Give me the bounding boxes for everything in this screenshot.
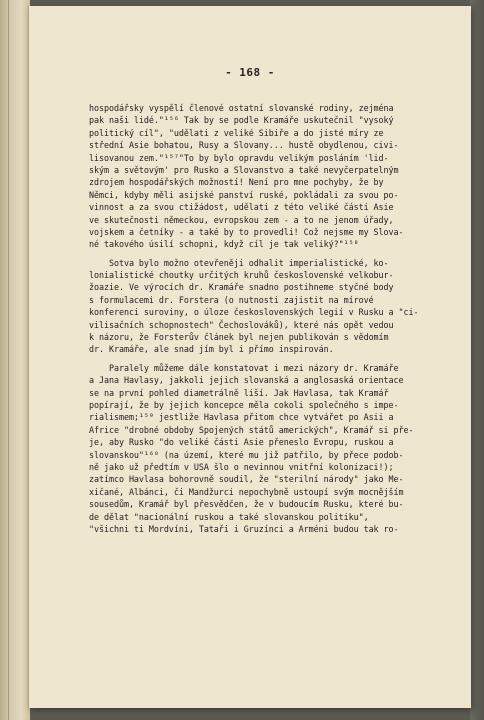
text-line: zdrojem hospodářských možností! Není pro mne pochyby, že by [89,177,384,188]
paragraph [89,102,461,251]
text-line: střední Asie bohatou, Rusy a Slovany... hustě obydlenou, civi- [89,140,399,151]
background-strip [470,0,484,720]
page-number: - 168 - [225,66,275,79]
text-line: hospodářsky vyspělí členové ostatní slovanské rodiny, zejména [89,103,394,113]
text-line: ně jako už předtím v USA šlo o nevinnou vnitřní kolonizaci!); [89,461,394,472]
text-line: Sotva bylo možno otevřeněji odhalit imperialistické, ko- [89,257,389,268]
text-line: de dělat "nacionální ruskou a také slovanskou politiku", [89,511,369,522]
text-line: zatímco Havlasa bohorovně soudil, že "sterilní národy" jako Me- [89,474,404,485]
paragraph [89,362,461,535]
text-line: je, aby Rusko "do veliké části Asie přeneslo Evropu, ruskou a [89,437,394,448]
text-line: žoazie. Ve výrocích dr. Kramáře snadno postihneme styčné body [89,282,394,293]
text-line: vojskem a četníky - a také by to provedli! Což nejsme my Slova- [89,226,404,237]
text-line: a Jana Havlasy, jakkoli jejich slovanská a anglosaská orientace [89,375,404,386]
text-line: ve skutečnosti německou, evropskou zem - a to ne jenom úřady, [89,214,394,225]
text-line: "všichni ti Mordvíni, Tataři i Gruzínci a Arméni budou tak ro- [89,523,399,534]
page-stack-edge [0,0,30,720]
text-line: lonialistické choutky určitých kruhů československé velkobur- [89,270,394,281]
text-line: se na první pohled diametrálně liší. Jak Havlasa, tak Kramář [89,387,389,398]
text-line: vinnost a za svou ctižádost, udělati z této veliké části Asie [89,202,394,213]
text-line: xičané, Albánci, či Mandžurci nepochybně ustoupí svým mocnějším [89,486,404,497]
text-line: ským a světovým' pro Rusko a Slovanstvo a také nevyčerpatelným [89,164,399,175]
text-line: pak naši lidé."¹⁵⁶ Tak by se podle Kramáře uskutečnil "vysoký [89,115,394,126]
text-line: Africe "drobné obdoby Spojených států amerických", Kramář si pře- [89,424,414,435]
text-line: Němci, kdyby měli asijské panství ruské, pokládali za svou po- [89,189,399,200]
text-line: sousedům, Kramář byl přesvědčen, že v budoucím Rusku, které bu- [89,499,404,510]
text-line: slovanskou"¹⁶⁰ (na území, které mu již patřilo, by přece podob- [89,449,404,460]
text-line: né takového úsilí schopni, když cíl je tak veliký?"¹⁵⁸ [89,239,359,250]
text-line: Paralely můžeme dále konstatovat i mezi názory dr. Kramáře [89,362,399,373]
document-page [28,6,471,708]
text-line: dr. Kramáře, ale snad jím byl i přímo inspirován. [89,344,334,355]
text-line: k názoru, že Forsterův článek byl nejen publikován s vědomím [89,332,389,343]
body-text [89,102,461,535]
text-line: konferenci suroviny, o úloze československých legií v Rusku a "ci- [89,307,419,318]
text-line: politický cíl", "udělati z veliké Sibiře a do jisté míry ze [89,127,384,138]
text-line: popírají, že by jejich koncepce měla cokoli společného s impe- [89,399,399,410]
text-line: vilisačních schopnostech" Čechoslováků), které nás opět vedou [89,319,394,330]
text-line: lisovanou zem."¹⁵⁷"To by bylo opravdu velikým posláním 'lid- [89,152,389,163]
text-line: s formulacemi dr. Forstera (o nutnosti zajistit na mírové [89,294,374,305]
text-line: rialismem;¹⁵⁹ jestliže Havlasa přitom chce vytvářet po Asii a [89,412,394,423]
paragraph [89,257,461,356]
